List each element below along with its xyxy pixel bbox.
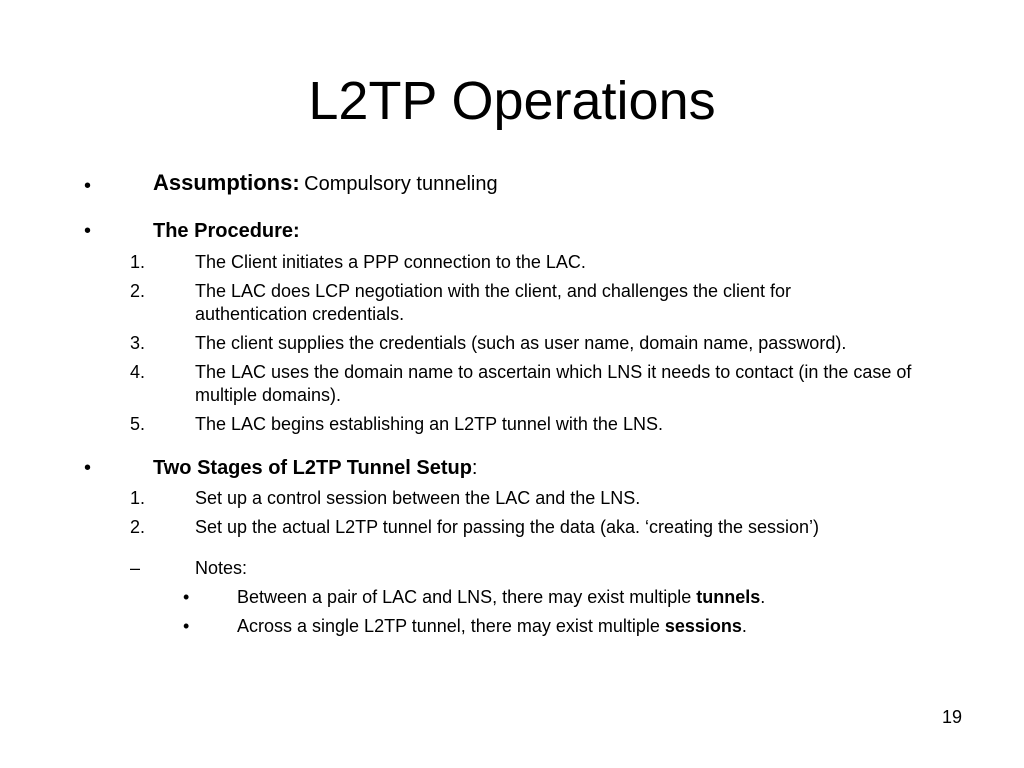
notes-label: Notes:	[195, 558, 248, 578]
stages-step-2-num: 2.	[130, 517, 146, 537]
stages-step-1-num: 1.	[130, 488, 146, 508]
note-1	[237, 586, 765, 609]
note-1-end: .	[760, 587, 766, 607]
note-1-bullet: •	[183, 587, 190, 607]
slide-title: L2TP Operations	[308, 71, 716, 131]
note-2-bullet: •	[183, 616, 190, 636]
procedure-step-2-num: 2.	[130, 281, 146, 301]
procedure-step-2-text: The LAC does LCP negotiation with the client, and challenges the client for authentication credentials.	[195, 281, 792, 324]
stages-label: Two Stages of L2TP Tunnel Setup	[153, 457, 472, 479]
assumptions-line	[153, 171, 498, 196]
procedure-step-1-text: The Client initiates a PPP connection to the LAC.	[195, 252, 586, 272]
procedure-label: The Procedure:	[153, 220, 300, 242]
procedure-step-5-num: 5.	[130, 414, 146, 434]
stages-label-suffix: :	[471, 457, 478, 479]
assumptions-label: Assumptions:	[153, 170, 300, 195]
procedure-step-4-num: 4.	[130, 362, 146, 382]
note-2-end: .	[741, 616, 747, 636]
stages-step-1-text: Set up a control session between the LAC and the LNS.	[195, 488, 641, 508]
note-2	[237, 615, 747, 638]
note-2-text: Across a single L2TP tunnel, there may exist multiple	[237, 616, 665, 636]
note-2-bold: sessions	[664, 616, 742, 636]
procedure-step-1-num: 1.	[130, 252, 146, 272]
bullet-procedure: •	[84, 220, 92, 242]
assumptions-text: Compulsory tunneling	[304, 173, 498, 195]
notes-dash: –	[130, 558, 141, 578]
stages-line	[153, 456, 477, 480]
page-number: 19	[941, 707, 962, 727]
procedure-step-4-text: The LAC uses the domain name to ascertain which LNS it needs to contact (in the case of multiple domains).	[195, 362, 912, 405]
procedure-step-3-text: The client supplies the credentials (such as user name, domain name, password).	[195, 333, 847, 353]
stages-step-2-text: Set up the actual L2TP tunnel for passing the data (aka. ‘creating the session’)	[195, 517, 820, 537]
procedure-step-3-num: 3.	[130, 333, 146, 353]
bullet-assumptions: •	[84, 175, 92, 197]
note-1-bold: tunnels	[696, 587, 761, 607]
procedure-step-5-text: The LAC begins establishing an L2TP tunnel with the LNS.	[195, 414, 663, 434]
note-1-text: Between a pair of LAC and LNS, there may exist multiple	[237, 587, 697, 607]
bullet-stages: •	[84, 457, 92, 479]
